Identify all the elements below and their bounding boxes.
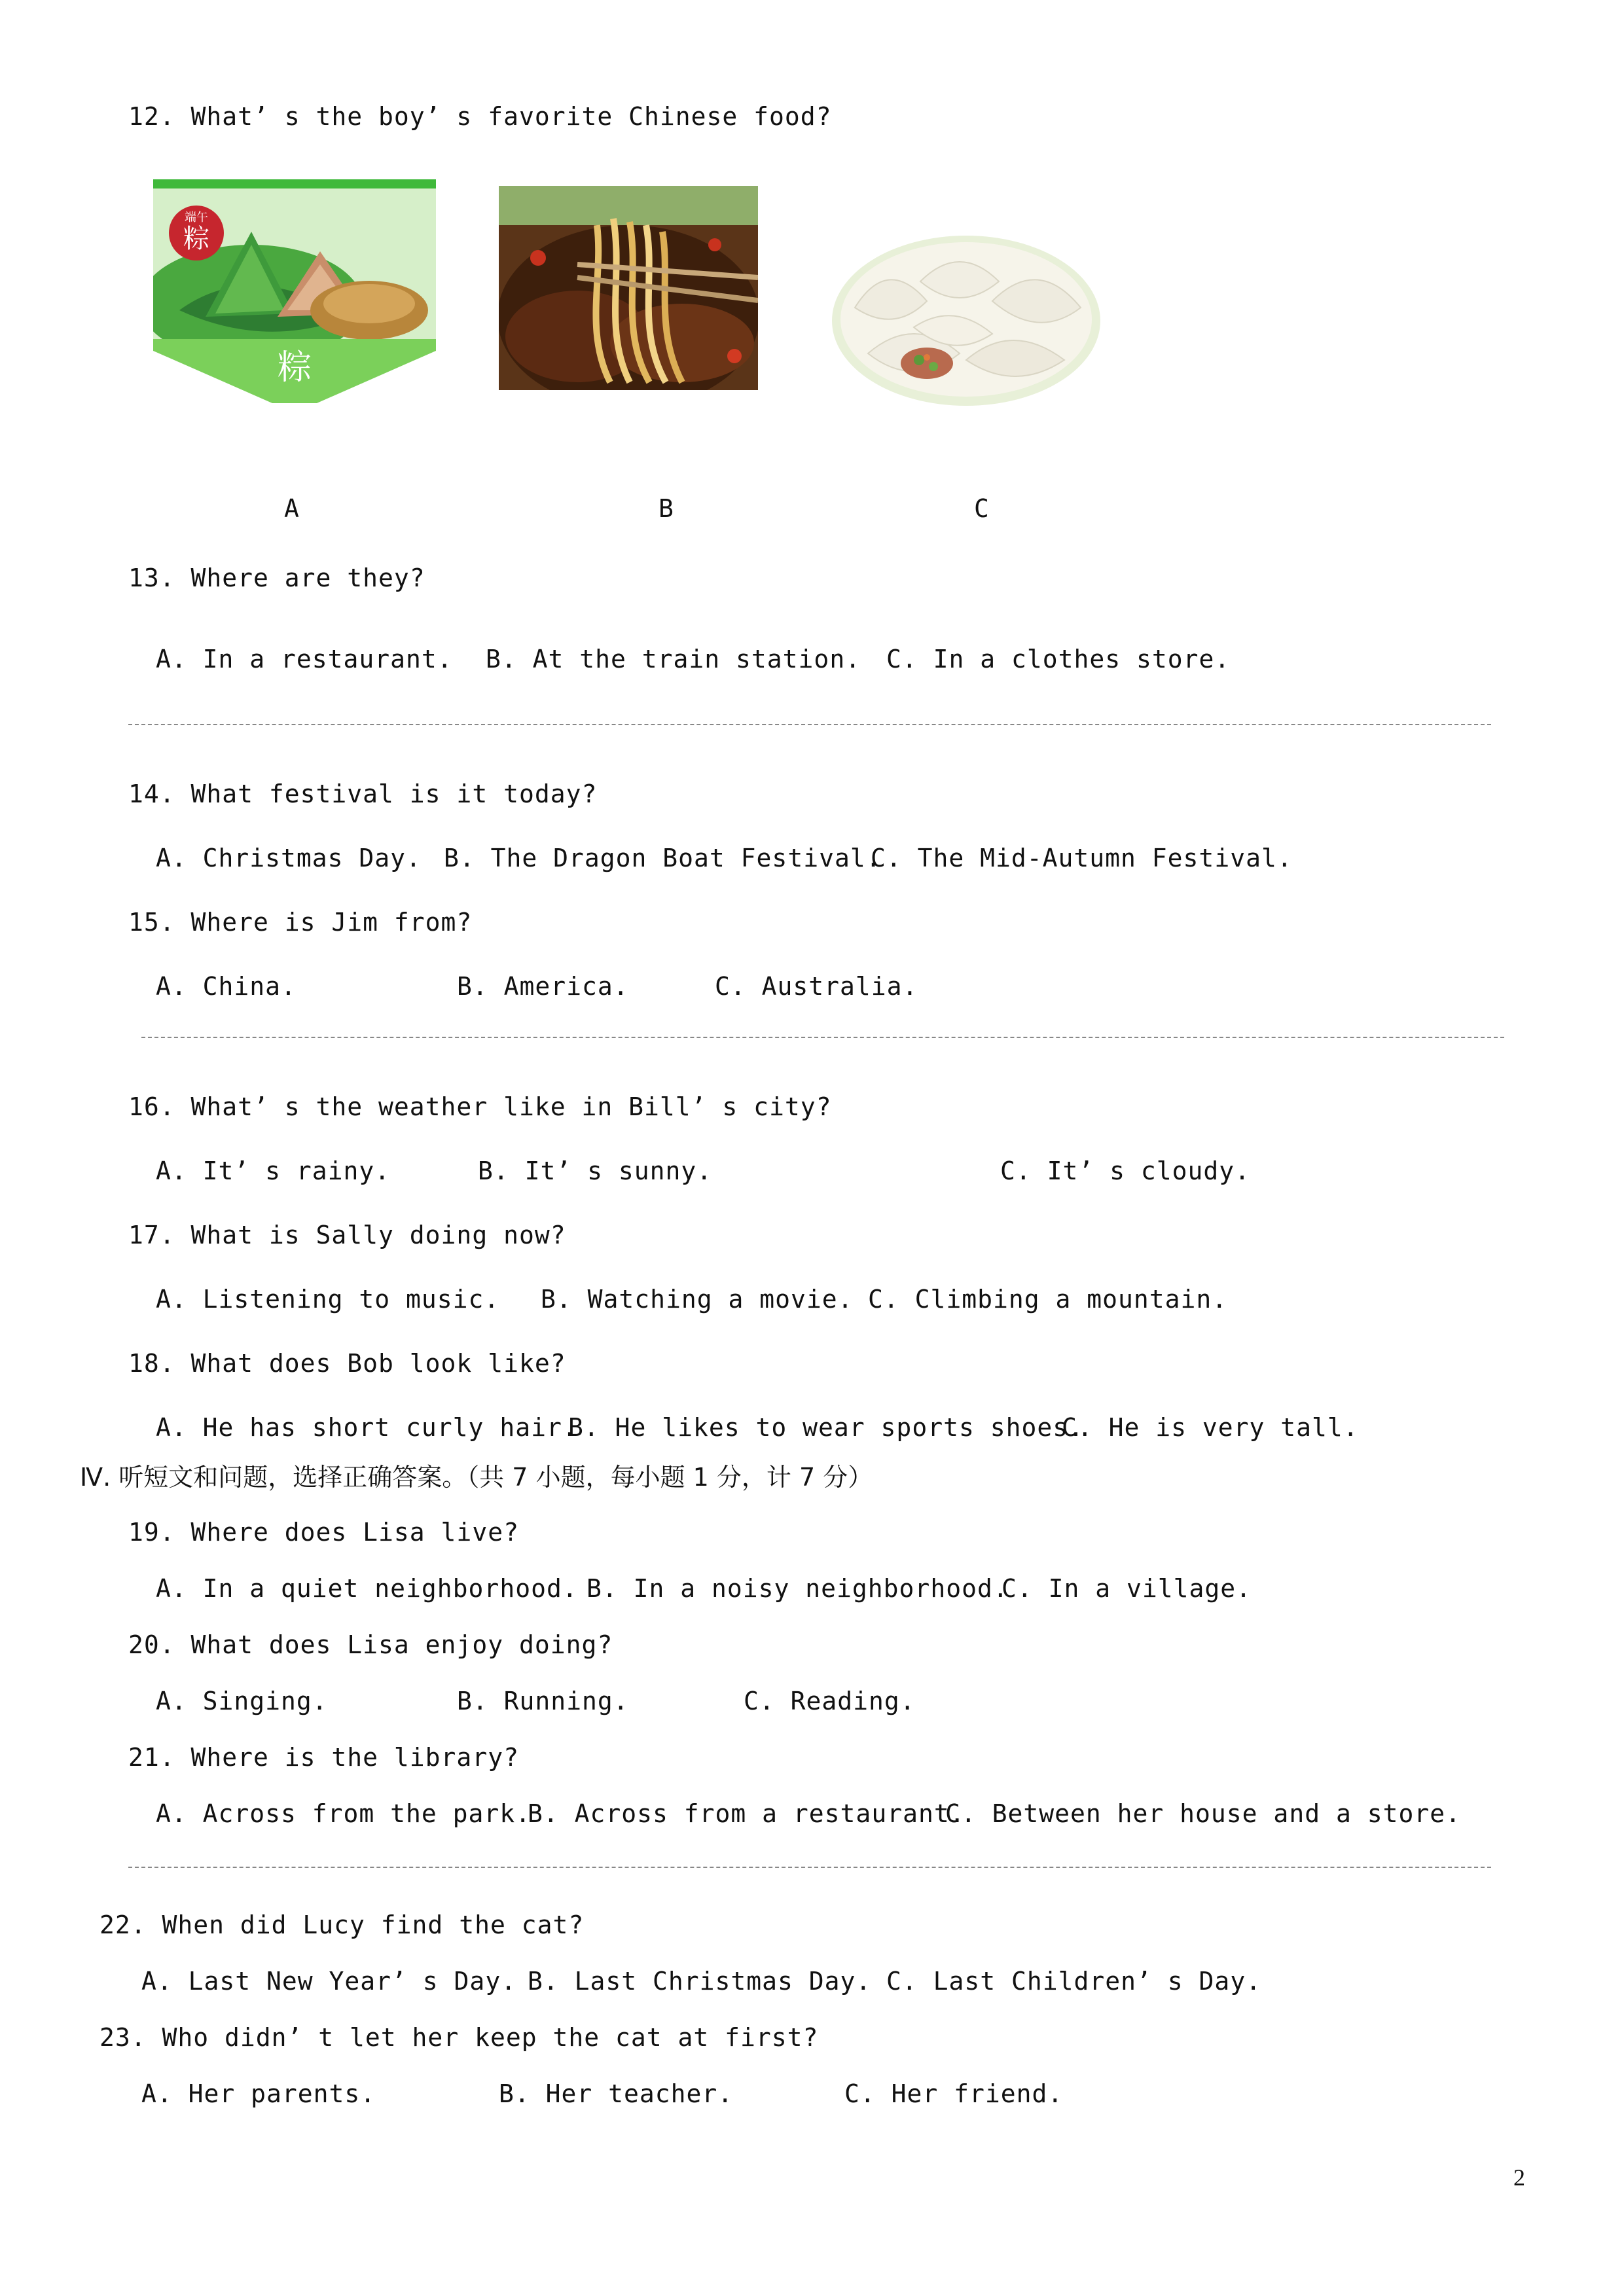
q17-option-b: B. Watching a movie. (541, 1285, 854, 1314)
dumplings-image (829, 229, 1104, 407)
q13-option-b: B. At the train station. (486, 645, 861, 673)
q15-option-a: A. China. (156, 972, 297, 1001)
q22-option-b: B. Last Christmas Day. (528, 1967, 872, 1996)
q12-label-b: B (659, 494, 674, 523)
q19-question: 19. Where does Lisa live? (128, 1518, 519, 1547)
divider (141, 1037, 1504, 1038)
q15-option-c: C. Australia. (715, 972, 918, 1001)
q21-option-b: B. Across from a restaurant. (528, 1799, 965, 1828)
q13-question: 13. Where are they? (128, 564, 425, 592)
q14-question: 14. What festival is it today? (128, 780, 598, 808)
q19-option-b: B. In a noisy neighborhood. (586, 1574, 1009, 1603)
q15-question: 15. Where is Jim from? (128, 908, 473, 937)
q16-question: 16. What’ s the weather like in Bill’ s city? (128, 1092, 832, 1121)
q17-question: 17. What is Sally doing now? (128, 1221, 566, 1249)
page-number: 2 (1513, 2164, 1525, 2191)
q13-option-c: C. In a clothes store. (886, 645, 1231, 673)
q22-option-a: A. Last New Year’ s Day. (141, 1967, 517, 1996)
q13-option-a: A. In a restaurant. (156, 645, 453, 673)
q14-option-b: B. The Dragon Boat Festival. (444, 844, 882, 872)
q21-question: 21. Where is the library? (128, 1743, 519, 1772)
zongzi-image (153, 179, 436, 403)
section-heading: Ⅳ. 听短文和问题，选择正确答案。（共 7 小题，每小题 1 分，计 7 分） (80, 1463, 873, 1492)
q16-option-a: A. It’ s rainy. (156, 1157, 391, 1185)
q22-option-c: C. Last Children’ s Day. (886, 1967, 1262, 1996)
q17-option-a: A. Listening to music. (156, 1285, 500, 1314)
stamp-char: 粽 (183, 224, 209, 254)
q19-option-a: A. In a quiet neighborhood. (156, 1574, 578, 1603)
stamp-text: 端午 (185, 211, 208, 224)
q21-option-a: A. Across from the park. (156, 1799, 532, 1828)
q17-option-c: C. Climbing a mountain. (868, 1285, 1228, 1314)
q20-question: 20. What does Lisa enjoy doing? (128, 1630, 613, 1659)
q19-option-c: C. In a village. (1001, 1574, 1252, 1603)
q15-option-b: B. America. (457, 972, 629, 1001)
q12-label-a: A (284, 494, 300, 523)
q18-option-c: C. He is very tall. (1062, 1413, 1359, 1442)
q14-option-a: A. Christmas Day. (156, 844, 422, 872)
q18-option-b: B. He likes to wear sports shoes. (568, 1413, 1084, 1442)
q16-option-c: C. It’ s cloudy. (1000, 1157, 1251, 1185)
divider (128, 724, 1491, 725)
q18-question: 18. What does Bob look like? (128, 1349, 566, 1378)
q20-option-a: A. Singing. (156, 1687, 328, 1715)
q23-option-a: A. Her parents. (141, 2079, 376, 2108)
q16-option-b: B. It’ s sunny. (478, 1157, 713, 1185)
q12-label-c: C (974, 494, 990, 523)
q22-question: 22. When did Lucy find the cat? (99, 1910, 585, 1939)
q20-option-c: C. Reading. (744, 1687, 916, 1715)
q21-option-c: C. Between her house and a store. (945, 1799, 1461, 1828)
q20-option-b: B. Running. (457, 1687, 629, 1715)
noodles-image (499, 186, 758, 390)
q23-option-b: B. Her teacher. (499, 2079, 734, 2108)
q14-option-c: C. The Mid-Autumn Festival. (871, 844, 1293, 872)
q23-option-c: C. Her friend. (844, 2079, 1064, 2108)
divider (128, 1867, 1491, 1868)
q18-option-a: A. He has short curly hair. (156, 1413, 578, 1442)
q23-question: 23. Who didn’ t let her keep the cat at first? (99, 2023, 819, 2052)
banner-char: 粽 (277, 348, 312, 387)
q12-question: 12. What’ s the boy’ s favorite Chinese food? (128, 102, 832, 131)
